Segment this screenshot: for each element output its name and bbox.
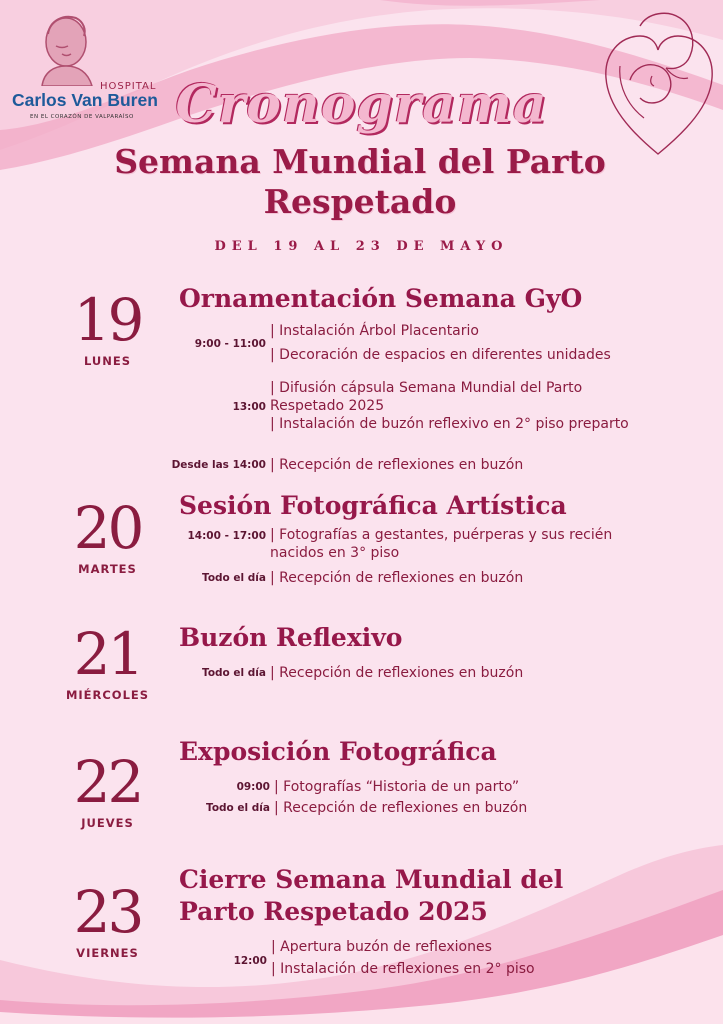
slot-items [270,526,630,562]
slot-item: | Instalación Árbol Placentario [270,323,479,339]
slot-time: 12:00 [233,955,267,967]
slot-items [270,322,680,364]
logo-hospital-label: HOSPITAL [100,81,157,92]
slot-item: | Instalación de buzón reflexivo en 2° piso preparto [270,416,629,432]
slot-item: | Fotografías a gestantes, puérperas y sus recién nacidos en 3° piso [270,527,613,561]
slot-time: Desde las 14:00 [171,459,266,471]
slot-item: | Decoración de espacios en diferentes unidades [270,347,611,363]
slot-time: Todo el día [206,802,270,814]
day-number: 21 [73,620,142,688]
day-number: 23 [73,878,142,946]
event-title: Sesión Fotográfica Artística [179,491,567,520]
slot-item: | Recepción de reflexiones en buzón [270,665,524,681]
slot-item: | Recepción de reflexiones en buzón [270,570,524,586]
logo-hospital-name: Carlos Van Buren [12,90,158,110]
page-title: Cronograma [175,74,548,135]
day-weekday: VIERNES [76,946,139,960]
slot-time: 9:00 - 11:00 [194,338,266,350]
day-number: 20 [73,494,142,562]
slot-items [270,456,680,474]
slot-time: Todo el día [202,572,266,584]
logo-tagline: EN EL CORAZÓN DE VALPARAÍSO [30,114,134,120]
day-number: 22 [73,748,142,816]
slot-item: | Apertura buzón de reflexiones [271,939,492,955]
day-badge [60,620,155,702]
slot-item: | Recepción de reflexiones en buzón [274,800,528,816]
day-number: 19 [73,286,142,354]
slot-item: | Recepción de reflexiones en buzón [270,457,524,473]
slot-items [274,799,684,817]
slot-time: 14:00 - 17:00 [187,530,266,542]
day-badge [60,286,155,368]
slot-item: | Instalación de reflexiones en 2° piso [271,961,535,977]
day-weekday: LUNES [83,354,132,368]
day-badge [60,878,155,960]
day-weekday: MARTES [78,562,137,576]
slot-items [270,569,680,587]
day-badge [60,748,155,830]
event-title: Ornamentación Semana GyO [179,284,583,313]
day-badge [60,494,155,576]
slot-item: | Difusión cápsula Semana Mundial del Parto Respetado 2025 [270,380,583,414]
slot-item: | Fotografías “Historia de un parto” [274,779,520,795]
slot-items [274,778,684,796]
slot-items [270,664,680,682]
event-title: Cierre Semana Mundial del Parto Respetado 2025 [179,865,564,926]
page-subtitle: Semana Mundial del Parto Respetado [114,142,606,221]
event-title: Buzón Reflexivo [179,623,403,652]
slot-time: 09:00 [236,781,270,793]
date-range: DEL 19 AL 23 DE MAYO [214,239,509,254]
slot-items [270,379,630,433]
slot-time: 13:00 [232,401,266,413]
slot-time: Todo el día [202,667,266,679]
day-weekday: MIÉRCOLES [65,688,150,702]
slot-items [271,938,551,978]
day-weekday: JUEVES [81,816,134,830]
event-title: Exposición Fotográfica [179,737,497,766]
